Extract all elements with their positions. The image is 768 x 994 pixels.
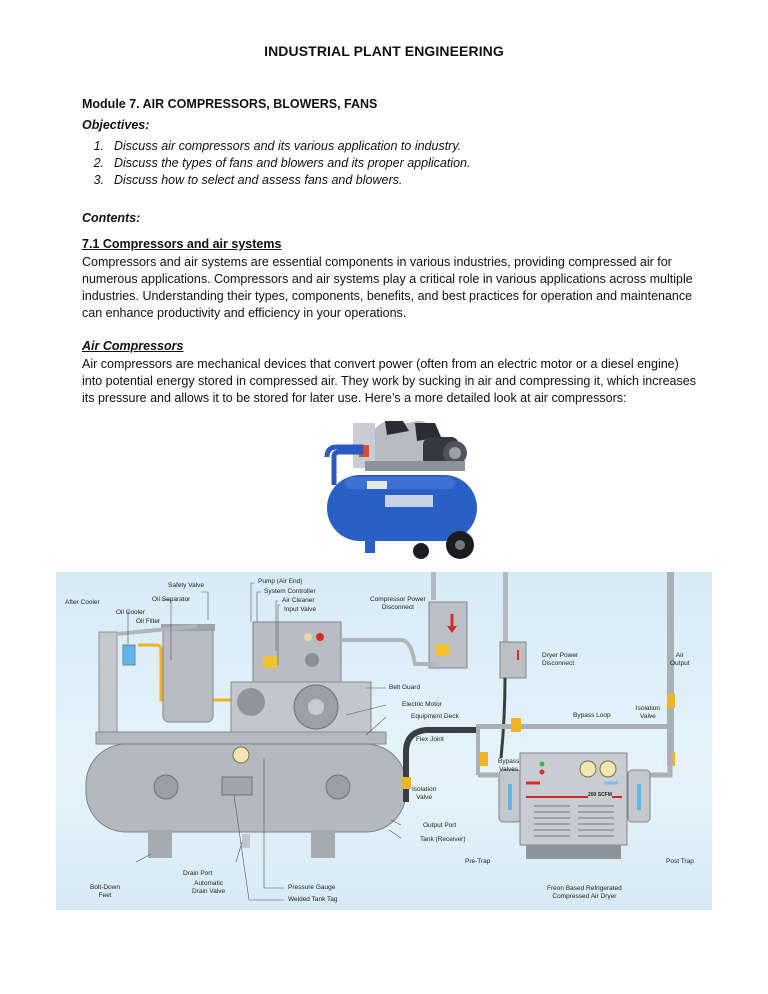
label-drain-port: Drain Port	[183, 870, 213, 877]
contents-label: Contents:	[82, 211, 141, 225]
label-bolt-down-feet: Bolt-Down Feet	[90, 884, 120, 899]
label-pressure-gauge: Pressure Gauge	[288, 884, 336, 891]
label-electric-motor: Electric Motor	[402, 701, 442, 708]
module-heading: Module 7. AIR COMPRESSORS, BLOWERS, FANS	[82, 97, 378, 111]
label-input-valve: Input Valve	[284, 606, 317, 613]
label-welded-tank-tag: Welded Tank Tag	[288, 896, 338, 903]
section-7-1-body: Compressors and air systems are essential components in various industries, providing compressed air for numerous applications. Compressors and air systems play a critical role in various applications across multiple industries. Understanding their types, components, benefits, and best practices for operation and maintenance can enhance productivity and efficiency in your operations.	[82, 255, 693, 320]
compressor-photo	[305, 415, 485, 570]
label-oil-separator: Oil Separator	[152, 596, 191, 603]
label-bypass-loop: Bypass Loop	[573, 712, 611, 719]
label-dryer: Freon Based Refrigerated Compressed Air Dryer	[547, 885, 622, 900]
label-after-cooler: After Cooler	[65, 599, 100, 606]
label-dryer-power: Dryer Power Disconnect	[542, 652, 579, 667]
label-air-cleaner: Air Cleaner	[282, 597, 315, 604]
objectives-label: Objectives:	[82, 118, 150, 132]
objectives-list	[82, 138, 470, 189]
label-oil-filter: Oil Filter	[136, 618, 161, 625]
objective-item: 2. Discuss the types of fans and blowers and its proper application.	[93, 156, 471, 170]
compressed-air-system-diagram	[56, 572, 712, 910]
label-bypass-valves: Bypass Valves	[498, 758, 520, 773]
label-equipment-deck: Equipment Deck	[411, 713, 459, 720]
label-pre-trap: Pre-Trap	[465, 858, 491, 865]
section-heading-7-1: 7.1 Compressors and air systems	[82, 237, 282, 251]
page-title: INDUSTRIAL PLANT ENGINEERING	[264, 43, 504, 59]
label-oil-cooler: Oil Cooler	[116, 609, 145, 616]
objective-item: 3. Discuss how to select and assess fans and blowers.	[93, 173, 403, 187]
label-air-output: Air Output	[670, 652, 690, 667]
air-compressors-body: Air compressors are mechanical devices that convert power (often from an electric motor or a diesel engine) into potential energy stored in compressed air. They work by sucking in air and compressing it, which increases its pressure and allows it to be stored for later use. Here’s a more detailed look at air compressors:	[82, 357, 696, 405]
objective-item: 1. Discuss air compressors and its various application to industry.	[93, 139, 462, 153]
label-safety-valve: Safety Valve	[168, 582, 205, 589]
label-auto-drain-valve: Automatic Drain Valve	[192, 880, 226, 895]
label-scfm: 200 SCFM	[588, 792, 612, 798]
label-post-trap: Post Trap	[666, 858, 694, 865]
air-compressors-heading: Air Compressors	[82, 339, 184, 353]
label-isolation-valve: Isolation Valve	[412, 786, 437, 801]
label-flex-joint: Flex Joint	[416, 736, 444, 743]
label-compressor-power: Compressor Power Disconnect	[370, 596, 426, 611]
label-system-controller: System Controller	[264, 588, 316, 595]
label-isolation-valve-top: Isolation Valve	[635, 705, 660, 720]
label-belt-guard: Belt Guard	[389, 684, 421, 691]
label-output-port: Output Port	[423, 822, 457, 829]
label-pump: Pump (Air End)	[258, 578, 303, 585]
label-tank: Tank (Receiver)	[420, 836, 466, 843]
